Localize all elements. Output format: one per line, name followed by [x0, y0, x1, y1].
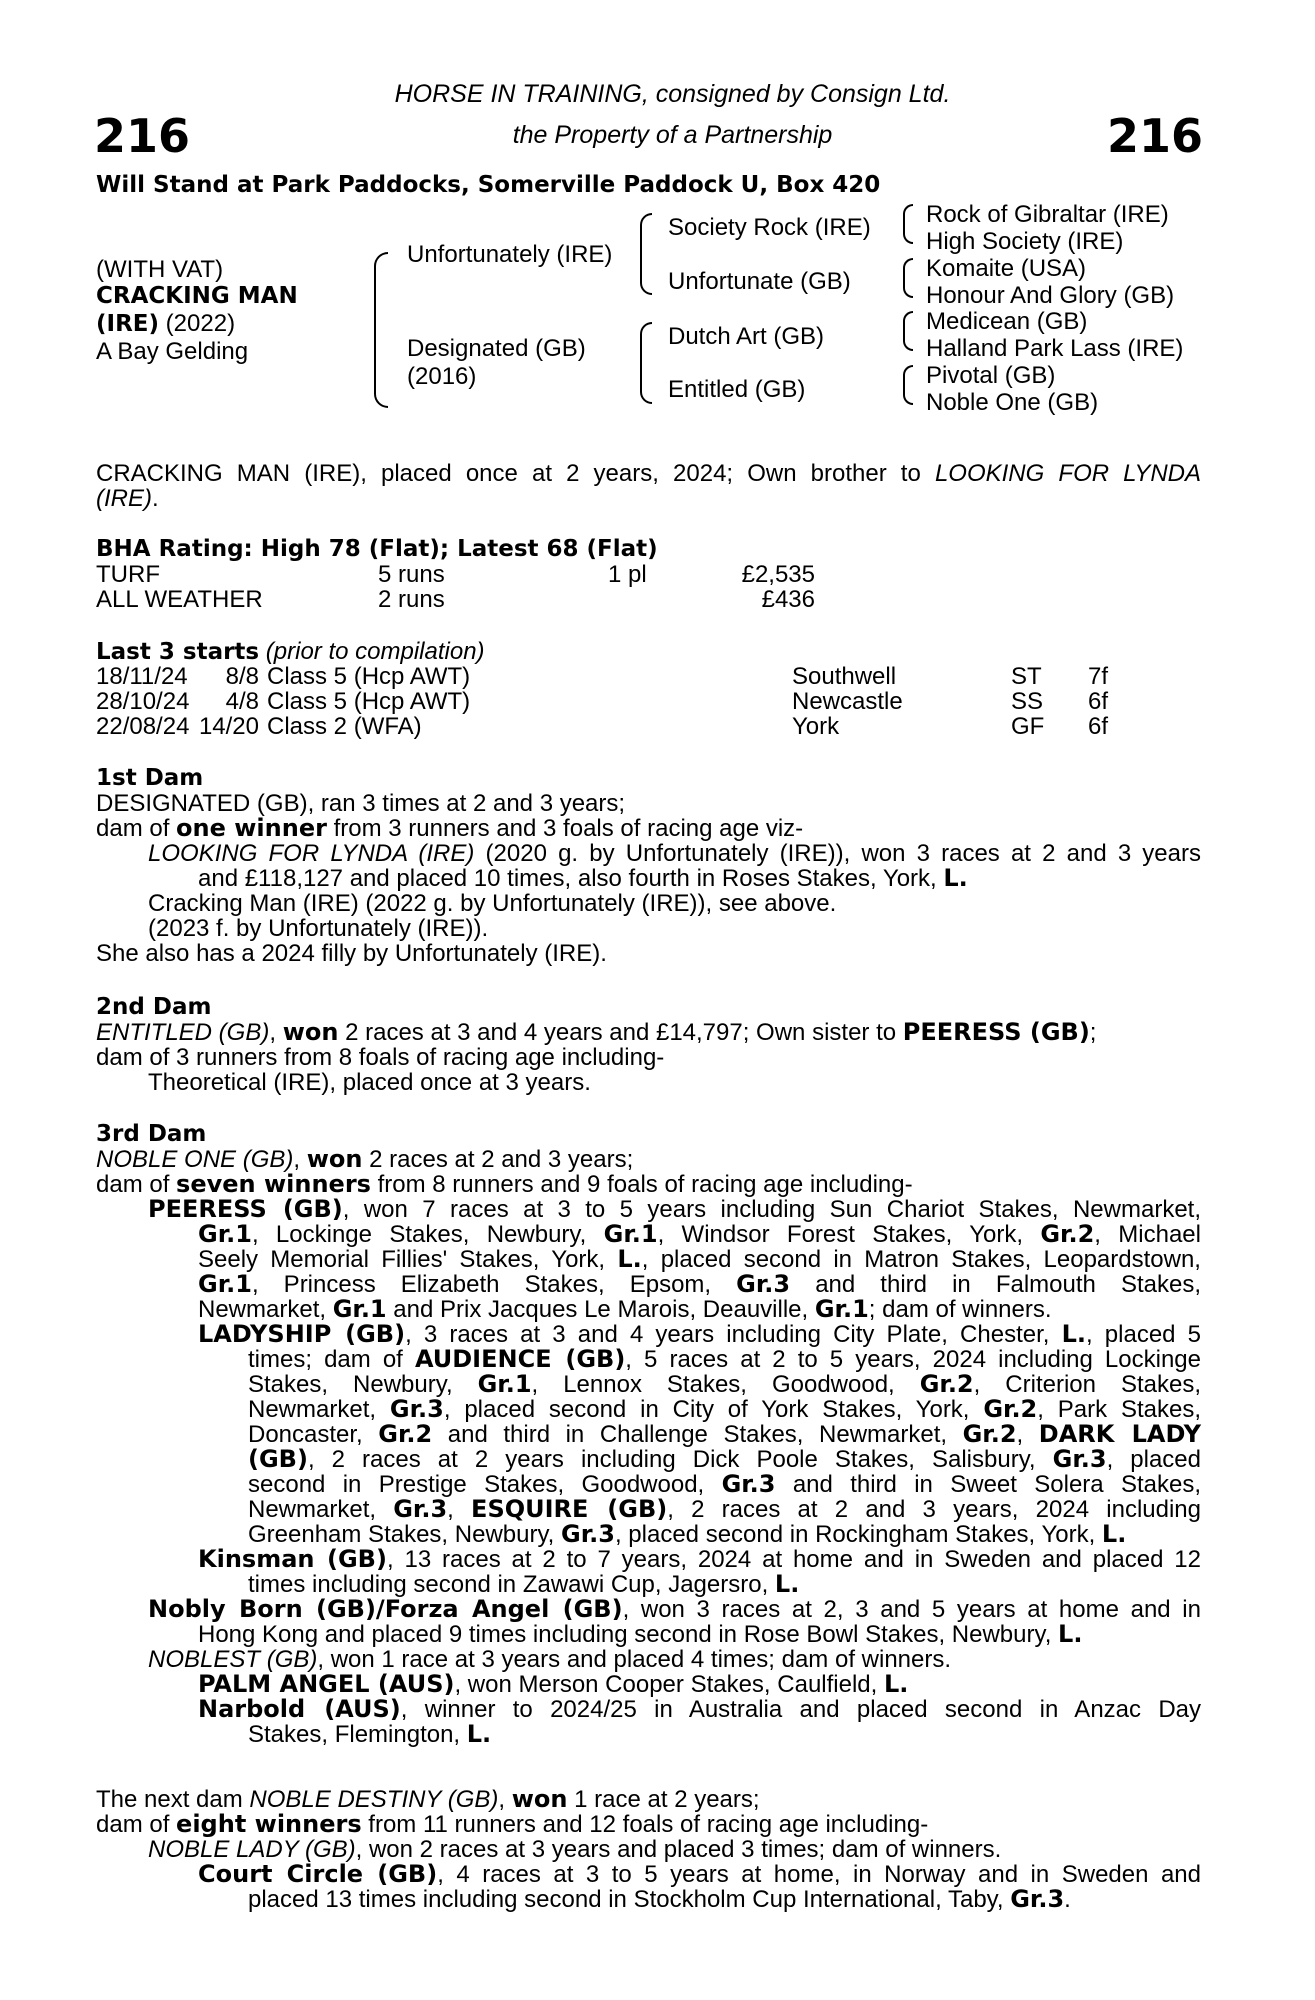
grade-label: Gr.1: [603, 1220, 658, 1248]
horse-description: A Bay Gelding: [96, 338, 249, 365]
grade-label: L.: [466, 1720, 492, 1748]
produce-entry: [96, 1837, 1201, 1862]
text: , 13 races at 2 to 7 years, 2024 at home and in Sweden and placed 12: [386, 1546, 1201, 1573]
text: , 5 races at 2 to 5 years, 2024 including Lockinge: [625, 1346, 1201, 1373]
text: , placed: [1106, 1446, 1201, 1473]
start-position: 4/8: [225, 688, 259, 715]
text: 1 race at 2 years;: [567, 1786, 760, 1813]
pedigree-sire: Unfortunately (IRE): [407, 241, 613, 268]
text: times including second in Zawawi Cup, Jagersro,: [248, 1571, 775, 1598]
produce-entry-cont: [96, 1397, 1201, 1422]
horse-summary: [96, 461, 1201, 511]
next-dam-produce: [96, 1812, 1201, 1837]
bracket-gp2: [903, 258, 913, 298]
text: ; dam of winners.: [868, 1296, 1052, 1323]
grade-label: L.: [884, 1670, 909, 1698]
text: ;: [1089, 1019, 1097, 1046]
text: won: [306, 1145, 363, 1173]
start-distance: 6f: [1088, 713, 1109, 740]
text: Hong Kong and placed 9 times including second in Rose Bowl Stakes, Newbury,: [198, 1621, 1059, 1648]
produce-name: PEERESS (GB): [148, 1195, 343, 1223]
text: , 4 races at 3 to 5 years at home, in Norway and in Sweden and: [437, 1861, 1201, 1888]
grade-label: Gr.1: [198, 1220, 252, 1248]
text: ,: [269, 1019, 283, 1046]
produce-entry-cont: [96, 1497, 1201, 1522]
text: placed 13 times including second in Stockholm Cup International, Taby,: [248, 1886, 1011, 1913]
grade-label: Gr.1: [332, 1295, 387, 1323]
produce-entry-cont: [96, 1622, 1201, 1647]
produce-name: (GB): [248, 1445, 308, 1473]
record-runs: 2 runs: [378, 586, 445, 613]
produce-name: LOOKING FOR LYNDA (IRE): [148, 840, 475, 867]
grade-label: Gr.2: [378, 1420, 433, 1448]
pedigree-ggp7: Pivotal (GB): [926, 362, 1056, 389]
text: , Park Stakes,: [1037, 1396, 1202, 1423]
pedigree-sire-dam: Unfortunate (GB): [668, 268, 851, 295]
text: times; dam of: [248, 1346, 415, 1373]
produce-name: Nobly Born (GB)/Forza Angel (GB): [148, 1595, 623, 1623]
produce-entry: [96, 1697, 1201, 1722]
produce-entry-cont: [96, 1572, 1201, 1597]
text: and £118,127 and placed 10 times, also fourth in Roses Stakes, York,: [198, 865, 944, 892]
produce-entry-cont: [96, 1422, 1201, 1447]
produce-entry-cont: [96, 1372, 1201, 1397]
last-starts-heading: [96, 639, 485, 665]
grade-label: L.: [1101, 1520, 1127, 1548]
sibling-name: PEERESS (GB): [902, 1018, 1090, 1046]
text: , placed 5: [1086, 1321, 1201, 1348]
produce-entry: [96, 1322, 1201, 1347]
text: Stakes, Flemington,: [248, 1721, 467, 1748]
bracket-sire-dam: [374, 252, 388, 408]
text: won: [511, 1785, 568, 1813]
pedigree-ggp3: Komaite (USA): [926, 255, 1087, 282]
summary-text: CRACKING MAN (IRE), placed once at 2 years, 2024; Own brother to: [96, 460, 921, 487]
grade-label: Gr.2: [962, 1420, 1017, 1448]
horse-name-line2: [96, 310, 298, 338]
text: Newmarket,: [248, 1396, 390, 1423]
text: Newmarket,: [248, 1496, 394, 1523]
text: , Criterion Stakes,: [973, 1371, 1202, 1398]
text: Greenham Stakes, Newbury,: [248, 1521, 562, 1548]
start-position: 8/8: [225, 663, 259, 690]
vat-note: (WITH VAT): [96, 256, 224, 283]
record-surface: TURF: [96, 561, 160, 588]
pedigree-ggp1: Rock of Gibraltar (IRE): [926, 201, 1169, 228]
next-dam-line: [96, 1787, 1201, 1812]
text: and third in Challenge Stakes, Newmarket,: [432, 1421, 963, 1448]
record-prize: £436: [761, 586, 815, 613]
text: Stakes, Newbury,: [248, 1371, 478, 1398]
produce-entry-cont: [96, 1247, 1201, 1272]
grade-label: L.: [774, 1570, 800, 1598]
text: from 3 runners and 3 foals of racing age viz-: [326, 815, 804, 842]
produce-entry: [96, 1597, 1201, 1622]
grade-label: Gr.3: [393, 1495, 448, 1523]
produce-entry-cont: [96, 866, 1201, 891]
text: , placed second in Rockingham Stakes, York,: [614, 1521, 1102, 1548]
start-course: Newcastle: [792, 688, 903, 715]
start-distance: 6f: [1088, 688, 1109, 715]
text: ,: [1016, 1421, 1039, 1448]
bha-rating: BHA Rating: High 78 (Flat); Latest 68 (Flat): [96, 536, 658, 562]
produce-entry: [96, 1547, 1201, 1572]
grade-label: L.: [1061, 1320, 1086, 1348]
start-class: Class 5 (Hcp AWT): [267, 663, 471, 690]
summary-line2: [96, 486, 1201, 511]
horse-country: (IRE): [96, 311, 160, 337]
start-date: 28/10/24: [96, 688, 190, 715]
lot-number-right: 216: [1106, 109, 1203, 163]
start-row: [96, 689, 1128, 714]
record-row: [96, 562, 815, 587]
pedigree-ggp5: Medicean (GB): [926, 308, 1088, 335]
grade-label: Gr.3: [1052, 1445, 1107, 1473]
text: , 3 races at 3 and 4 years including City Plate, Chester,: [405, 1321, 1062, 1348]
produce-note: She also has a 2024 filly by Unfortunately (IRE).: [96, 940, 607, 967]
last-starts-title: Last 3 starts: [96, 639, 260, 665]
record-placed: [608, 587, 698, 612]
grade-label: Gr.2: [983, 1395, 1038, 1423]
text: (2020 g. by Unfortunately (IRE)), won 3 races at 2 and 3 years: [474, 840, 1201, 867]
text: from 8 runners and 9 foals of racing age including-: [370, 1171, 913, 1198]
first-dam-produce: [96, 816, 1201, 841]
text: , Princess Elizabeth Stakes, Epsom,: [251, 1271, 737, 1298]
summary-sibling: LOOKING FOR LYNDA: [934, 460, 1201, 487]
grade-label: Gr.2: [919, 1370, 974, 1398]
last-starts: [96, 664, 1128, 739]
produce-entry-cont: [96, 1272, 1201, 1297]
text: , placed second in City of York Stakes, York,: [443, 1396, 984, 1423]
second-dam-section: [96, 995, 1201, 1095]
third-dam-section: [96, 1122, 1201, 1747]
text: Doncaster,: [248, 1421, 379, 1448]
text: , 2 races at 2 years including Dick Poole Stakes, Salisbury,: [307, 1446, 1053, 1473]
text: second in Prestige Stakes, Goodwood,: [248, 1471, 722, 1498]
produce-entry-cont: [96, 1887, 1201, 1912]
produce-entry: [96, 841, 1201, 866]
record-prize: £2,535: [741, 561, 815, 588]
pedigree-dam-year: (2016): [407, 363, 477, 390]
grade-label: L.: [617, 1245, 642, 1273]
produce-entry: Theoretical (IRE), placed once at 3 years.: [148, 1069, 591, 1096]
grade-label: Gr.1: [198, 1270, 252, 1298]
text: ,: [293, 1146, 307, 1173]
pedigree-dam-sire: Dutch Art (GB): [668, 323, 825, 350]
second-dam-produce: dam of 3 runners from 8 foals of racing age including-: [96, 1044, 665, 1071]
text: Newmarket,: [198, 1296, 333, 1323]
pedigree-dam: Designated (GB): [407, 335, 586, 362]
first-dam-line: DESIGNATED (GB), ran 3 times at 2 and 3 years;: [96, 790, 626, 817]
consignor-line: HORSE IN TRAINING, consigned by Consign Ltd.: [394, 80, 951, 108]
produce-entry-cont: [96, 1222, 1201, 1247]
start-row: [96, 664, 1128, 689]
horse-year: (2022): [159, 310, 236, 337]
pedigree-ggp4: Honour And Glory (GB): [926, 282, 1175, 309]
second-dam-line: [96, 1020, 1201, 1045]
horse-info: [96, 256, 298, 365]
grade-label: Gr.3: [389, 1395, 444, 1423]
produce-entry-cont: [96, 1472, 1201, 1497]
text: dam of: [96, 1171, 177, 1198]
grade-label: Gr.1: [814, 1295, 869, 1323]
text: and third in Falmouth Stakes,: [790, 1271, 1201, 1298]
lot-number-left: 216: [94, 109, 191, 163]
produce-entry: (2023 f. by Unfortunately (IRE)).: [148, 915, 489, 942]
produce-entry-cont: [96, 1447, 1201, 1472]
grade-label: Gr.3: [1010, 1885, 1065, 1913]
race-record: [96, 562, 815, 612]
record-row: [96, 587, 815, 612]
record-runs: 5 runs: [378, 561, 445, 588]
produce-name: Court Circle (GB): [198, 1860, 438, 1888]
last-starts-note: (prior to compilation): [259, 638, 485, 665]
second-dam-heading: 2nd Dam: [96, 994, 212, 1020]
third-dam-produce: [96, 1172, 1201, 1197]
first-dam-section: [96, 766, 1201, 966]
produce-entry-cont: [96, 1522, 1201, 1547]
start-going: GF: [1011, 713, 1045, 740]
text: and Prix Jacques Le Marois, Deauville,: [386, 1296, 815, 1323]
text: , won 2 races at 3 years and placed 3 times; dam of winners.: [355, 1836, 1002, 1863]
produce-entry: [96, 1647, 1201, 1672]
produce-name: AUDIENCE (GB): [414, 1345, 626, 1373]
produce-entry: [96, 1862, 1201, 1887]
text: ,: [447, 1496, 472, 1523]
text: , won 7 races at 3 to 5 years including Sun Chariot Stakes, Newmarket,: [342, 1196, 1201, 1223]
summary-end: .: [152, 485, 159, 512]
grade-label: Gr.2: [1040, 1220, 1095, 1248]
pedigree-ggp8: Noble One (GB): [926, 389, 1099, 416]
text: , winner to 2024/25 in Australia and placed second in Anzac Day: [400, 1696, 1202, 1723]
pedigree-dam-dam: Entitled (GB): [668, 376, 806, 403]
stand-location: Will Stand at Park Paddocks, Somerville Paddock U, Box 420: [96, 172, 881, 198]
winner-count: one winner: [176, 814, 327, 842]
produce-name: LADYSHIP (GB): [198, 1320, 406, 1348]
bracket-dam-parents: [640, 322, 652, 404]
record-placed: 1 pl: [608, 561, 647, 588]
produce-name: Narbold (AUS): [198, 1695, 401, 1723]
bracket-gp4: [903, 365, 913, 405]
text: .: [1064, 1886, 1071, 1913]
text: , won 3 races at 2, 3 and 5 years at home and in: [622, 1596, 1201, 1623]
third-dam-line: [96, 1147, 1201, 1172]
third-dam-heading: 3rd Dam: [96, 1121, 207, 1147]
produce-entry: Cracking Man (IRE) (2022 g. by Unfortunately (IRE)), see above.: [148, 890, 837, 917]
produce-name: DARK LADY: [1038, 1420, 1201, 1448]
property-line: the Property of a Partnership: [512, 121, 833, 149]
summary-sibling-country: (IRE): [96, 485, 152, 512]
winner-count: eight winners: [176, 1810, 362, 1838]
start-date: 22/08/24: [96, 713, 190, 740]
start-row: [96, 714, 1128, 739]
grade-label: L.: [943, 864, 968, 892]
start-class: Class 5 (Hcp AWT): [267, 688, 471, 715]
dam-name: NOBLE DESTINY (GB): [249, 1786, 499, 1813]
pedigree-ggp6: Halland Park Lass (IRE): [926, 335, 1184, 362]
horse-name: CRACKING MAN: [96, 283, 298, 309]
start-course: Southwell: [792, 663, 897, 690]
text: , Michael: [1094, 1221, 1201, 1248]
pedigree-ggp2: High Society (IRE): [926, 228, 1124, 255]
winner-count: seven winners: [176, 1170, 371, 1198]
produce-name: Kinsman (GB): [198, 1545, 387, 1573]
start-course: York: [792, 713, 840, 740]
text: , 2 races at 2 and 3 years, 2024 including: [667, 1496, 1201, 1523]
grade-label: L.: [1058, 1620, 1083, 1648]
pedigree-sire-sire: Society Rock (IRE): [668, 214, 871, 241]
text: Seely Memorial Fillies' Stakes, York,: [198, 1246, 618, 1273]
text: , Lennox Stakes, Goodwood,: [531, 1371, 920, 1398]
dam-name: NOBLE ONE (GB): [96, 1146, 294, 1173]
grade-label: Gr.3: [721, 1470, 776, 1498]
produce-name: ESQUIRE (GB): [471, 1495, 668, 1523]
grade-label: Gr.3: [736, 1270, 791, 1298]
start-class: Class 2 (WFA): [267, 713, 422, 740]
produce-entry-cont: [96, 1297, 1201, 1322]
start-going: ST: [1011, 663, 1042, 690]
text: , Windsor Forest Stakes, York,: [657, 1221, 1041, 1248]
dam-name: ENTITLED (GB): [96, 1019, 270, 1046]
grade-label: Gr.3: [561, 1520, 615, 1548]
next-dam-section: [96, 1787, 1201, 1912]
start-distance: 7f: [1088, 663, 1109, 690]
produce-entry-cont: [96, 1722, 1201, 1747]
produce-name: NOBLE LADY (GB): [148, 1836, 356, 1863]
start-date: 18/11/24: [96, 663, 188, 690]
last-starts-table: [96, 664, 1128, 739]
bracket-gp1: [903, 204, 913, 244]
grade-label: Gr.1: [477, 1370, 532, 1398]
text: , placed second in Matron Stakes, Leopardstown,: [641, 1246, 1201, 1273]
text: dam of: [96, 815, 177, 842]
bracket-gp3: [903, 311, 913, 351]
text: won: [282, 1018, 339, 1046]
text: from 11 runners and 12 foals of racing age including-: [361, 1811, 929, 1838]
produce-entry: [96, 1672, 1201, 1697]
text: , won 1 race at 3 years and placed 4 times; dam of winners.: [317, 1646, 952, 1673]
produce-name: NOBLEST (GB): [148, 1646, 318, 1673]
start-going: SS: [1011, 688, 1044, 715]
first-dam-heading: 1st Dam: [96, 765, 204, 791]
produce-entry-cont: [96, 1347, 1201, 1372]
summary-line1: [96, 461, 1201, 486]
text: , Lockinge Stakes, Newbury,: [251, 1221, 604, 1248]
text: The next dam: [96, 1786, 250, 1813]
text: ,: [498, 1786, 512, 1813]
record-surface: ALL WEATHER: [96, 586, 263, 613]
text: dam of: [96, 1811, 177, 1838]
produce-name: PALM ANGEL (AUS): [198, 1670, 455, 1698]
start-position: 14/20: [198, 713, 259, 740]
produce-entry: [96, 1197, 1201, 1222]
bracket-sire-parents: [640, 213, 652, 295]
text: 2 races at 3 and 4 years and £14,797; Own sister to: [338, 1019, 903, 1046]
text: 2 races at 2 and 3 years;: [362, 1146, 634, 1173]
race-record-table: [96, 562, 815, 612]
text: and third in Sweet Solera Stakes,: [775, 1471, 1201, 1498]
text: , won Merson Cooper Stakes, Caulfield,: [454, 1671, 884, 1698]
